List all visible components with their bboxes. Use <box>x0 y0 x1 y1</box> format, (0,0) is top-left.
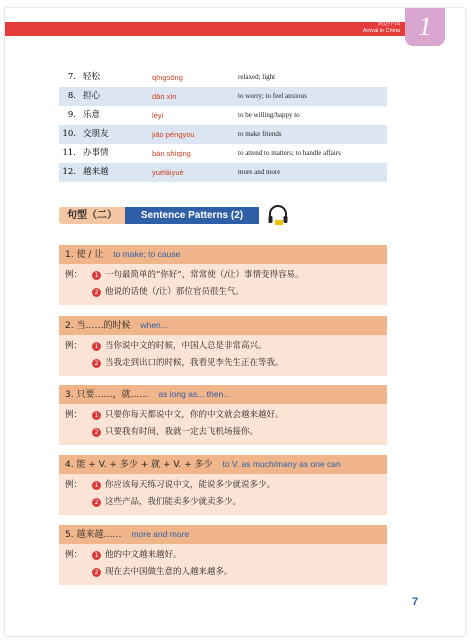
vocab-hanzi: 乐意 <box>83 110 101 120</box>
pattern-heading-cn: 5. 越来越…… <box>65 530 122 540</box>
example-number-badge: 1 <box>92 551 101 560</box>
vocab-number: 11. <box>62 148 76 158</box>
pattern-heading-cn: 1. 使 / 让 <box>65 250 104 260</box>
section-heading <box>59 207 259 224</box>
example-sentence <box>59 547 387 564</box>
example-text: 他说的话使（/让）那位官员很生气。 <box>105 287 244 297</box>
example-label: 例： <box>65 550 83 560</box>
pattern-heading-en: to make; to cause <box>113 249 181 259</box>
vocab-row <box>59 87 387 106</box>
section-title-en: Sentence Patterns (2) <box>125 207 259 224</box>
chapter-tab: 1 <box>405 8 445 46</box>
example-label: 例： <box>65 270 83 280</box>
vocab-english: more and more <box>238 168 281 176</box>
example-number-badge: 1 <box>92 481 101 490</box>
example-number-badge: 2 <box>92 288 101 297</box>
pattern-block <box>59 316 387 376</box>
example-text: 当你说中文的时候，中国人总是非常高兴。 <box>105 341 267 351</box>
vocab-hanzi: 办事情 <box>83 148 109 158</box>
example-sentence <box>59 477 387 494</box>
example-sentence <box>59 267 387 284</box>
pattern-heading <box>59 245 387 264</box>
pattern-heading <box>59 525 387 544</box>
vocab-pinyin: jiāo péngyou <box>152 130 195 139</box>
vocab-pinyin: dān xīn <box>152 92 177 101</box>
vocab-english: relaxed; light <box>238 73 276 81</box>
example-text: 一句最简单的“你好”，常常使（/让）事情变得容易。 <box>105 270 304 280</box>
example-text: 这些产品，我们能卖多少就卖多少。 <box>105 497 242 507</box>
example-number-badge: 1 <box>92 271 101 280</box>
vocab-pinyin: lèyì <box>152 111 164 120</box>
example-text: 现在去中国做生意的人越来越多。 <box>105 567 233 577</box>
vocabulary-table <box>59 68 387 182</box>
example-text: 他的中文越来越好。 <box>105 550 182 560</box>
vocab-english: to be willing/happy to <box>238 111 300 119</box>
pattern-heading-cn: 2. 当……的时候 <box>65 321 131 331</box>
section-title-cn: 句型（二） <box>59 207 125 224</box>
example-sentence <box>59 564 387 581</box>
pattern-heading-en: when... <box>140 320 168 330</box>
example-number-badge: 2 <box>92 498 101 507</box>
example-sentence <box>59 407 387 424</box>
pattern-block <box>59 525 387 585</box>
example-label: 例： <box>65 480 83 490</box>
example-number-badge: 2 <box>92 359 101 368</box>
vocab-hanzi: 轻松 <box>83 72 101 82</box>
example-sentence <box>59 494 387 511</box>
pattern-block <box>59 245 387 305</box>
vocab-pinyin: yuèláiyuè <box>152 168 184 177</box>
vocab-row <box>59 106 387 125</box>
pattern-heading <box>59 385 387 404</box>
example-number-badge: 2 <box>92 568 101 577</box>
example-sentence <box>59 355 387 372</box>
vocab-row <box>59 144 387 163</box>
pattern-heading-en: more and more <box>131 529 190 539</box>
pattern-block <box>59 455 387 515</box>
pattern-examples <box>59 474 387 515</box>
vocab-number: 12. <box>62 167 76 177</box>
vocab-english: to worry; to feel anxious <box>238 92 307 100</box>
pattern-block <box>59 385 387 445</box>
pattern-heading-cn: 3. 只要……，就…… <box>65 390 149 400</box>
pattern-heading-cn: 4. 能 + V. + 多少 + 就 + V. + 多少 <box>65 460 213 470</box>
vocab-pinyin: bàn shìqing <box>152 149 191 158</box>
vocab-english: to make friends <box>238 130 282 138</box>
page-number: 7 <box>412 596 419 608</box>
example-text: 只要你每天都说中文，你的中文就会越来越好。 <box>105 410 284 420</box>
example-sentence <box>59 284 387 301</box>
example-label: 例： <box>65 341 83 351</box>
example-number-badge: 1 <box>92 411 101 420</box>
vocab-hanzi: 担心 <box>83 91 101 101</box>
pattern-heading-en: to V. as much/many as one can <box>222 459 341 469</box>
pattern-heading <box>59 316 387 335</box>
vocab-number: 7. <box>67 72 76 82</box>
vocab-hanzi: 越来越 <box>83 167 109 177</box>
pattern-heading <box>59 455 387 474</box>
example-label: 例： <box>65 410 83 420</box>
vocab-pinyin: qīngsōng <box>152 73 183 82</box>
vocab-row <box>59 125 387 144</box>
pattern-heading-en: as long as... then... <box>158 389 231 399</box>
example-number-badge: 2 <box>92 428 101 437</box>
pattern-examples <box>59 544 387 585</box>
example-sentence <box>59 424 387 441</box>
header-label-cn: 到达中国 <box>377 21 400 27</box>
headphones-icon[interactable] <box>266 203 290 227</box>
vocab-english: to attend to matters; to handle affairs <box>238 149 341 157</box>
pattern-examples <box>59 264 387 305</box>
vocab-row <box>59 163 387 182</box>
vocab-number: 8. <box>67 91 76 101</box>
vocab-number: 10. <box>62 129 76 139</box>
vocab-row <box>59 68 387 87</box>
example-text: 你应该每天练习说中文，能说多少就说多少。 <box>105 480 276 490</box>
example-sentence <box>59 338 387 355</box>
example-text: 只要我有时间，我就一定去飞机场接你。 <box>105 427 259 437</box>
header-label-en: Arrival in China <box>362 28 400 34</box>
example-number-badge: 1 <box>92 342 101 351</box>
vocab-hanzi: 交朋友 <box>83 129 109 139</box>
pattern-examples <box>59 404 387 445</box>
vocab-number: 9. <box>67 110 76 120</box>
header-label <box>330 21 400 35</box>
pattern-examples <box>59 335 387 376</box>
example-text: 当我走到出口的时候，我看见李先生正在等我。 <box>105 358 284 368</box>
